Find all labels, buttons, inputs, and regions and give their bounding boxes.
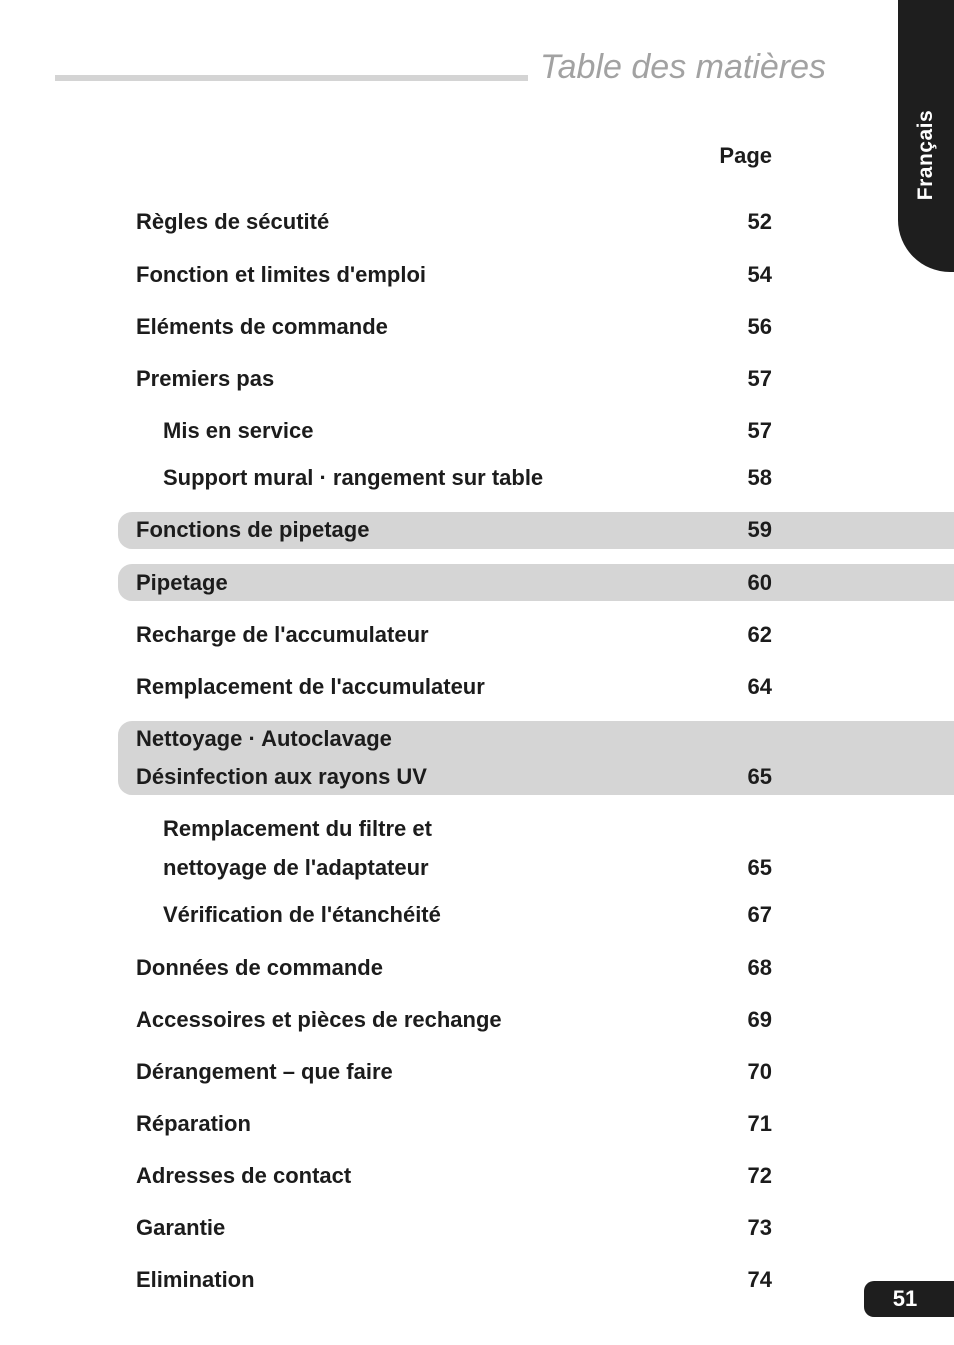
toc-entry-page: 73 <box>747 1215 772 1240</box>
toc-entry-label: nettoyage de l'adaptateur <box>163 855 429 880</box>
toc-entry-page: 67 <box>747 902 772 927</box>
toc-entry-label: Premiers pas <box>136 366 275 391</box>
toc-entry[interactable] <box>136 360 772 398</box>
toc-entry[interactable] <box>136 949 772 987</box>
toc-entry-page: 69 <box>747 1007 772 1032</box>
toc-entry[interactable] <box>136 758 772 796</box>
toc-entry[interactable] <box>136 308 772 346</box>
toc-entry-label: Garantie <box>136 1215 226 1240</box>
toc-entry[interactable] <box>136 616 772 654</box>
toc-entry[interactable] <box>136 720 772 758</box>
toc-entry-page: 59 <box>747 517 772 542</box>
toc-subentry[interactable] <box>163 810 772 848</box>
language-tab-label: Français <box>914 109 937 201</box>
toc-entry-page: 58 <box>747 465 772 490</box>
toc-subentry[interactable] <box>163 412 772 450</box>
toc-entry-label: Réparation <box>136 1111 251 1136</box>
header-rule <box>55 75 528 81</box>
toc-entry-label: Remplacement de l'accumulateur <box>136 674 485 699</box>
toc-entry-page: 52 <box>747 209 772 234</box>
toc-entry-label: Mis en service <box>163 418 314 443</box>
toc-entry-label: Vérification de l'étanchéité <box>163 902 441 927</box>
toc-entry[interactable] <box>136 1157 772 1195</box>
toc-entry-label: Désinfection aux rayons UV <box>136 764 427 789</box>
toc-entry[interactable] <box>136 564 772 602</box>
toc-entry-label: Nettoyage · Autoclavage <box>136 726 392 751</box>
toc-entry-page: 57 <box>747 418 772 443</box>
toc-entry[interactable] <box>136 1261 772 1299</box>
toc-entry-page: 57 <box>747 366 772 391</box>
toc-entry-page: 74 <box>747 1267 772 1292</box>
toc-entry[interactable] <box>136 668 772 706</box>
toc-entry-page: 64 <box>747 674 772 699</box>
toc-entry[interactable] <box>136 1001 772 1039</box>
toc-entry-label: Fonctions de pipetage <box>136 517 370 542</box>
toc-entry-page: 65 <box>747 764 772 789</box>
toc-entry[interactable] <box>136 1209 772 1247</box>
toc-entry[interactable] <box>136 511 772 549</box>
toc-entry[interactable] <box>136 1105 772 1143</box>
toc-entry-label: Adresses de contact <box>136 1163 352 1188</box>
toc-entry-label: Accessoires et pièces de rechange <box>136 1007 502 1032</box>
toc-entry[interactable] <box>136 203 772 241</box>
toc-entry-label: Recharge de l'accumulateur <box>136 622 429 647</box>
toc-entry-label: Fonction et limites d'emploi <box>136 262 427 287</box>
toc-subentry[interactable] <box>163 896 772 934</box>
toc-entry-page: 60 <box>747 570 772 595</box>
toc-entry-label: Eléments de commande <box>136 314 388 339</box>
toc-entry-page: 54 <box>747 262 772 287</box>
toc-entry[interactable] <box>136 256 772 294</box>
toc-entry-page: 70 <box>747 1059 772 1084</box>
page-column-header: Page <box>719 143 772 168</box>
toc-entry-label: Support mural · rangement sur table <box>163 465 544 490</box>
toc-entry-label: Données de commande <box>136 955 383 980</box>
toc-entry-page: 62 <box>747 622 772 647</box>
toc-entry-label: Elimination <box>136 1267 255 1292</box>
toc-entry-label: Règles de sécutité <box>136 209 330 234</box>
toc-entry-label: Pipetage <box>136 570 228 595</box>
toc-entry-label: Remplacement du filtre et <box>163 816 432 841</box>
toc-entry[interactable] <box>136 1053 772 1091</box>
toc-entry-page: 72 <box>747 1163 772 1188</box>
toc-subentry[interactable] <box>163 849 772 887</box>
toc-entry-page: 65 <box>747 855 772 880</box>
page-number-badge: 51 <box>864 1281 954 1317</box>
toc-entry-page: 56 <box>747 314 772 339</box>
page-title: Table des matières <box>540 48 827 86</box>
toc-entry-label: Dérangement – que faire <box>136 1059 393 1084</box>
toc-entry-page: 68 <box>747 955 772 980</box>
toc-entry-page: 71 <box>747 1111 772 1136</box>
toc-subentry[interactable] <box>163 459 772 497</box>
